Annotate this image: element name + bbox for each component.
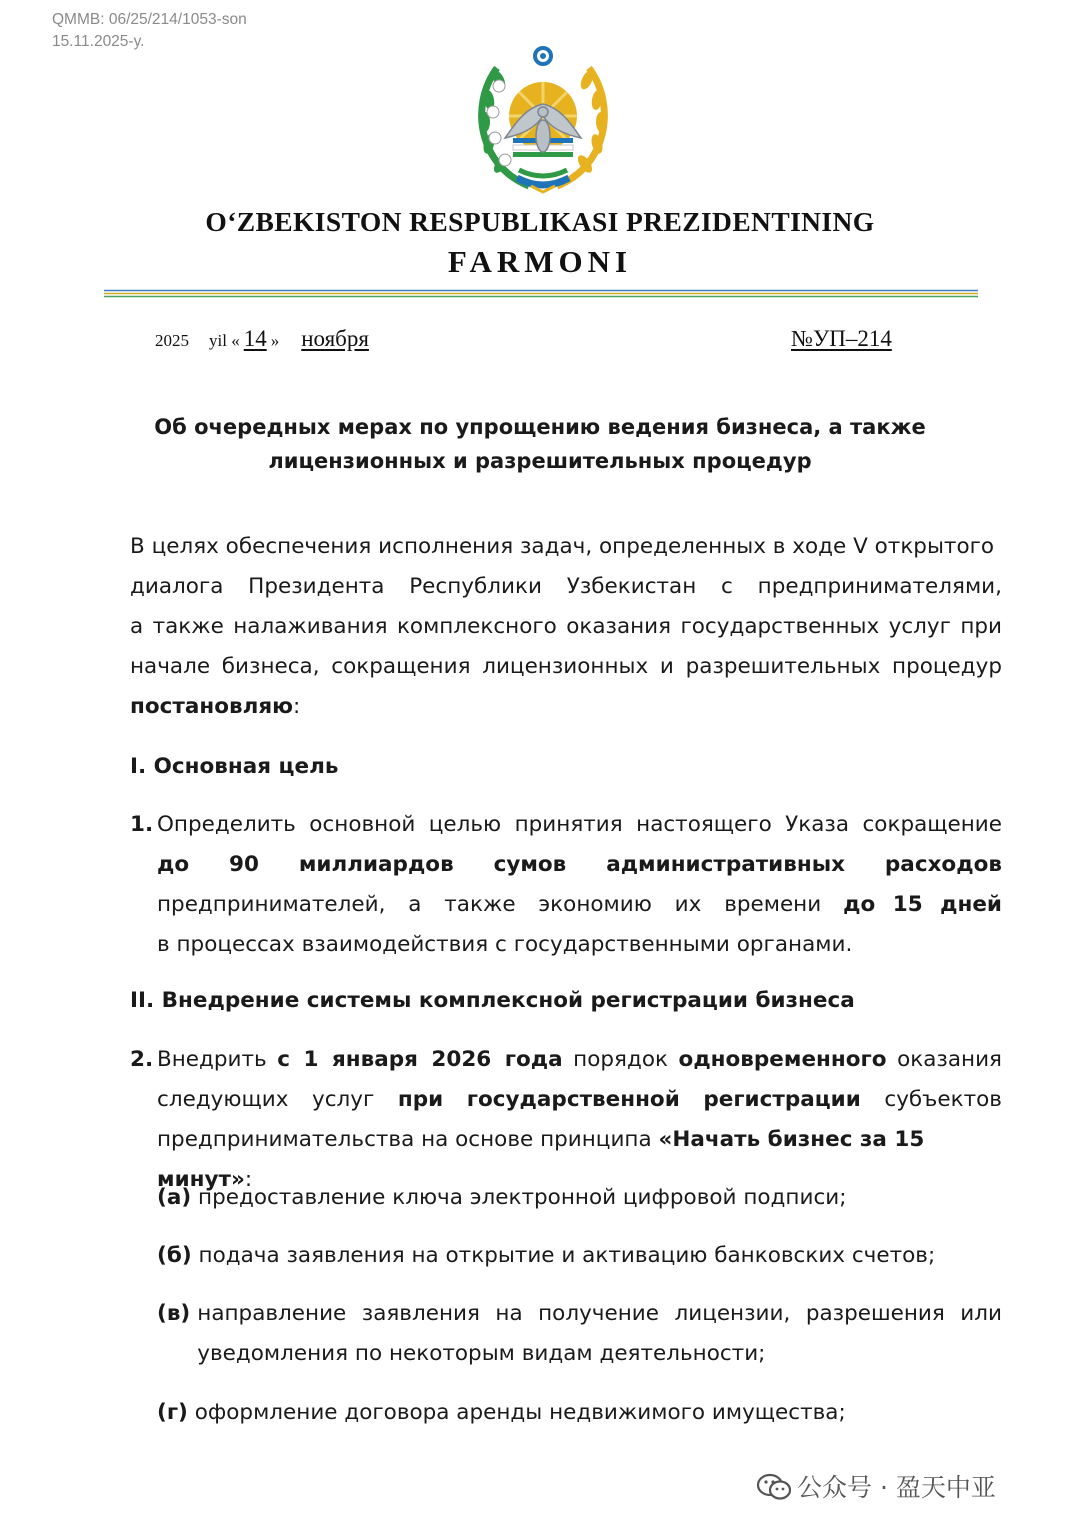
item-1-number: 1.	[130, 812, 154, 837]
preamble-decree-word: постановляю	[130, 694, 294, 719]
wechat-watermark	[757, 1468, 996, 1504]
item-2-paragraph	[157, 1040, 1002, 1200]
header-divider	[104, 289, 978, 299]
preamble-line: постановляю:	[130, 694, 301, 719]
section-2-heading: II. Внедрение системы комплексной регистрации бизнеса	[130, 988, 855, 1013]
subitem-label: (б)	[157, 1243, 192, 1268]
item-2-number: 2.	[130, 1047, 154, 1072]
decree-title	[0, 410, 1080, 478]
item-2-line: предпринимательства на основе принципа «Начать бизнес за 15 минут»:	[157, 1127, 925, 1192]
subitem-text: подача заявления на открытие и активацию банковских счетов;	[198, 1243, 936, 1268]
item-2-line: Внедрить с 1 января 2026 года порядок одновременного оказания	[157, 1047, 1002, 1072]
section-1-heading: I. Основная цель	[130, 754, 339, 779]
subitem-text: предоставление ключа электронной цифровой подписи;	[198, 1185, 847, 1210]
item-1-line: в процессах взаимодействия с государственными органами.	[157, 932, 853, 957]
stamp-line-1: QMMB: 06/25/214/1053-son	[52, 11, 247, 28]
subitem-g	[157, 1393, 846, 1433]
registration-stamp	[52, 9, 247, 53]
stamp-line-2: 15.11.2025-y.	[52, 33, 145, 50]
item-2-line: следующих услуг при государственной регистрации субъектов	[157, 1087, 1002, 1112]
preamble-line: а также налаживания комплексного оказания государственных услуг при	[130, 614, 1002, 639]
item-1-line: Определить основной целью принятия настоящего Указа сокращение	[157, 812, 1002, 837]
date-close: »	[270, 331, 280, 350]
title-line-1: Об очередных мерах по упрощению ведения бизнеса, а также	[154, 415, 926, 439]
header-line-2: FARMONI	[447, 244, 633, 279]
header-line-1: O‘ZBEKISTON RESPUBLIKASI PREZIDENTINING	[205, 206, 875, 237]
wechat-icon	[757, 1473, 791, 1501]
date-day: 14	[243, 326, 267, 351]
date-yil: yil «	[209, 331, 240, 350]
subitem-v	[157, 1294, 1002, 1374]
preamble-paragraph	[130, 527, 1002, 727]
subitem-a	[157, 1178, 846, 1218]
date-year: 2025	[155, 331, 189, 350]
preamble-line: В целях обеспечения исполнения задач, определенных в ходе V открытого	[130, 534, 995, 559]
item-1-line-3-bold: до 15 дней	[843, 892, 1002, 917]
subitem-label: (в)	[157, 1301, 191, 1326]
date-month: ноября	[301, 326, 369, 351]
state-emblem-icon	[469, 46, 617, 196]
subitem-text: направление заявления на получение лицензии, разрешения или	[197, 1301, 1002, 1326]
item-1-line-3-text: предпринимателей, а также экономию их времени	[157, 892, 822, 917]
decree-date	[155, 326, 377, 352]
subitem-b	[157, 1236, 935, 1276]
watermark-text: 公众号 · 盈天中亚	[797, 1473, 996, 1502]
preamble-line: начале бизнеса, сокращения лицензионных и разрешительных процедур	[130, 654, 1002, 679]
item-1-line	[157, 885, 1002, 925]
subitem-text-2: уведомления по некоторым видам деятельности;	[197, 1341, 766, 1366]
item-1-line: до 90 миллиардов сумов административных расходов	[157, 852, 1002, 877]
subitem-label: (а)	[157, 1185, 192, 1210]
subitem-text: оформление договора аренды недвижимого имущества;	[194, 1400, 846, 1425]
decree-number	[791, 326, 892, 352]
item-1-paragraph	[157, 805, 1002, 965]
subitem-label: (г)	[157, 1400, 188, 1425]
title-line-2: лицензионных и разрешительных процедур	[268, 449, 812, 473]
decree-number-value: №УП–214	[791, 326, 892, 351]
preamble-line: диалога Президента Республики Узбекистан с предпринимателями,	[130, 574, 1002, 599]
